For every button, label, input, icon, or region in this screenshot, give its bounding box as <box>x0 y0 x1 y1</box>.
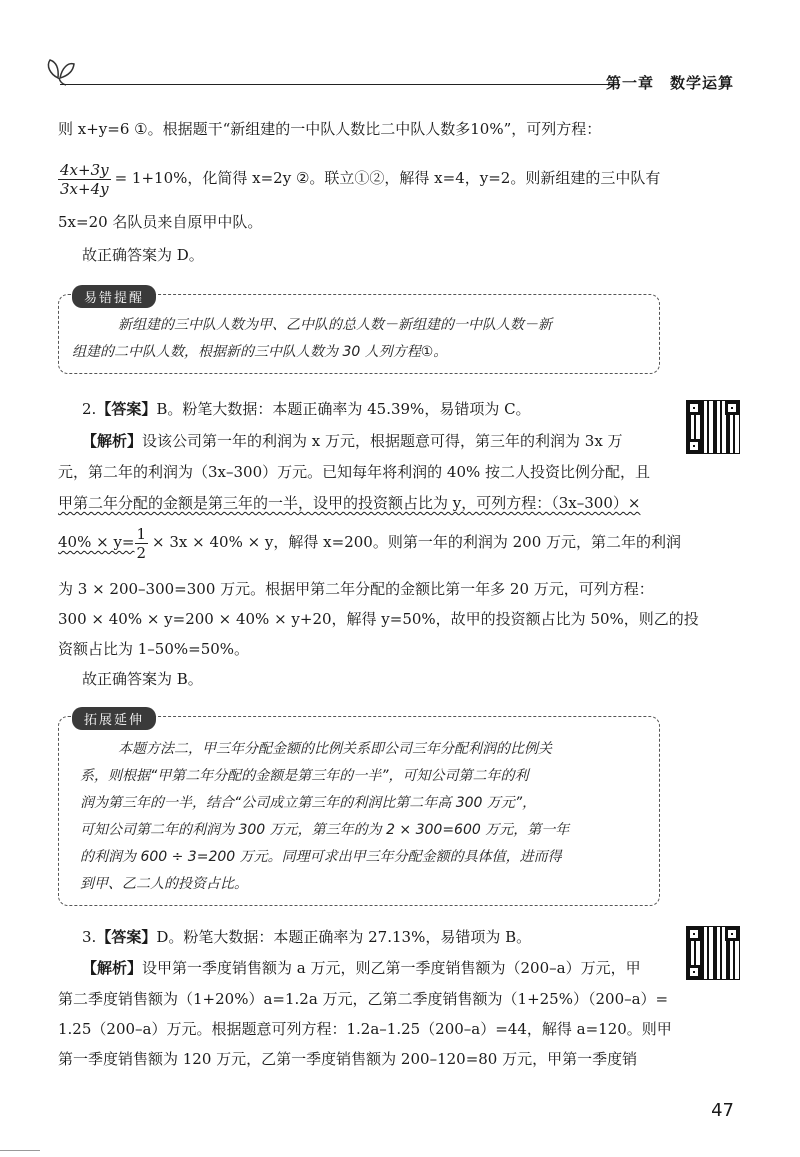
explanation-tag: 【解析】 <box>82 959 143 977</box>
answer-line: 故正确答案为 B。 <box>82 670 203 688</box>
explanation-line <box>82 957 686 979</box>
text-line: 5x=20 名队员来自原甲中队。 <box>58 213 263 231</box>
tip-box-line: 组建的二中队人数，根据新的三中队人数为 30 人列方程①。 <box>72 344 448 360</box>
equation-line <box>58 522 682 562</box>
chapter-header <box>590 72 734 93</box>
q2-answer-line <box>82 398 686 420</box>
q3-answer-line <box>82 926 686 948</box>
tip-box-line: 新组建的三中队人数为甲、乙中队的总人数－新组建的一中队人数－新 <box>118 317 552 333</box>
text-line: × 3x × 40% × y，解得 x=200。则第一年的利润为 200 万元，第二年的利润 <box>152 533 682 551</box>
qr-code[interactable] <box>686 926 740 980</box>
fraction-numerator: 1 <box>136 524 147 543</box>
explanation-text: 设该公司第一年的利润为 x 万元，根据题意可得，第三年的利润为 3x 万 <box>142 432 623 450</box>
extension-box-tag: 拓展延伸 <box>72 707 156 730</box>
fraction <box>58 161 111 198</box>
text-line: = 1+10%，化简得 x=2y ②。联立①②，解得 x=4，y=2。则新组建的三中队有 <box>114 169 661 187</box>
text-line: 元，第二年的利润为（3x–300）万元。已知每年将利润的 40% 按二人投资比例分配，且 <box>58 463 651 481</box>
chapter-number: 第一章 <box>605 74 654 92</box>
text-line: 则 x+y=6 ①。根据题干“新组建的一中队人数比二中队人数多10%”，可列方程： <box>58 120 602 138</box>
chapter-title: 数学运算 <box>669 74 734 92</box>
extension-box-line: 系，则根据“甲第二年分配的金额是第三年的一半”，可知公司第二年的利 <box>80 768 529 784</box>
text-line: 300 × 40% × y=200 × 40% × y+20，解得 y=50%，故甲的投资额占比为 50%，则乙的投 <box>58 610 699 628</box>
text-line: 1.25（200–a）万元。根据题意可列方程：1.2a–1.25（200–a）=44，解得 a=120。则甲 <box>58 1020 672 1038</box>
fraction-denominator: 3x+4y <box>60 179 109 198</box>
text-line: 甲第二年分配的金额是第三年的一半，设甲的投资额占比为 y，可列方程：（3x–300）× <box>58 494 641 512</box>
header-rule <box>60 84 620 85</box>
tip-box-tag: 易错提醒 <box>72 285 156 308</box>
explanation-text: 设甲第一季度销售额为 a 万元，则乙第一季度销售额为（200–a）万元，甲 <box>142 959 641 977</box>
text-line: 第二季度销售额为（1+20%）a=1.2a 万元，乙第二季度销售额为（1+25%）（200–a）= <box>58 990 669 1008</box>
question-number: 3. <box>82 928 97 946</box>
text-line: 为 3 × 200–300=300 万元。根据甲第二年分配的金额比第一年多 20 万元，可列方程： <box>58 580 654 598</box>
extension-box-line: 本题方法二，甲三年分配金额的比例关系即公司三年分配利润的比例关 <box>118 741 552 757</box>
page-number: 47 <box>711 1100 734 1121</box>
qr-code[interactable] <box>686 400 740 454</box>
explanation-line <box>82 430 686 452</box>
text-line: 第一季度销售额为 120 万元，乙第一季度销售额为 200–120=80 万元，甲第一季度销 <box>58 1050 638 1068</box>
fraction-numerator: 4x+3y <box>60 160 109 179</box>
explanation-tag: 【解析】 <box>82 432 143 450</box>
answer-tag: 【答案】 <box>96 400 157 418</box>
extension-box-line: 润为第三年的一半，结合“公司成立第三年的利润比第二年高 300 万元”， <box>80 795 537 811</box>
answer-tag: 【答案】 <box>96 928 157 946</box>
equation-part: 40% × y= <box>58 533 135 551</box>
text-line: 资额占比为 1–50%=50%。 <box>58 640 250 658</box>
extension-box-line: 可知公司第二年的利润为 300 万元，第三年的为 2 × 300=600 万元，第一年 <box>80 822 570 838</box>
answer-line: 故正确答案为 D。 <box>82 246 204 264</box>
fraction-denominator: 2 <box>136 543 147 562</box>
answer-summary: B。粉笔大数据：本题正确率为 45.39%，易错项为 C。 <box>156 400 531 418</box>
leaf-icon <box>40 48 80 88</box>
extension-box-line: 的利润为 600 ÷ 3=200 万元。同理可求出甲三年分配金额的具体值，进而得 <box>80 849 562 865</box>
fraction <box>135 525 149 562</box>
extension-box-line: 到甲、乙二人的投资占比。 <box>80 876 248 892</box>
question-number: 2. <box>82 400 97 418</box>
footer-rule <box>0 1150 40 1151</box>
equation-line <box>58 158 662 198</box>
answer-summary: D。粉笔大数据：本题正确率为 27.13%，易错项为 B。 <box>156 928 532 946</box>
